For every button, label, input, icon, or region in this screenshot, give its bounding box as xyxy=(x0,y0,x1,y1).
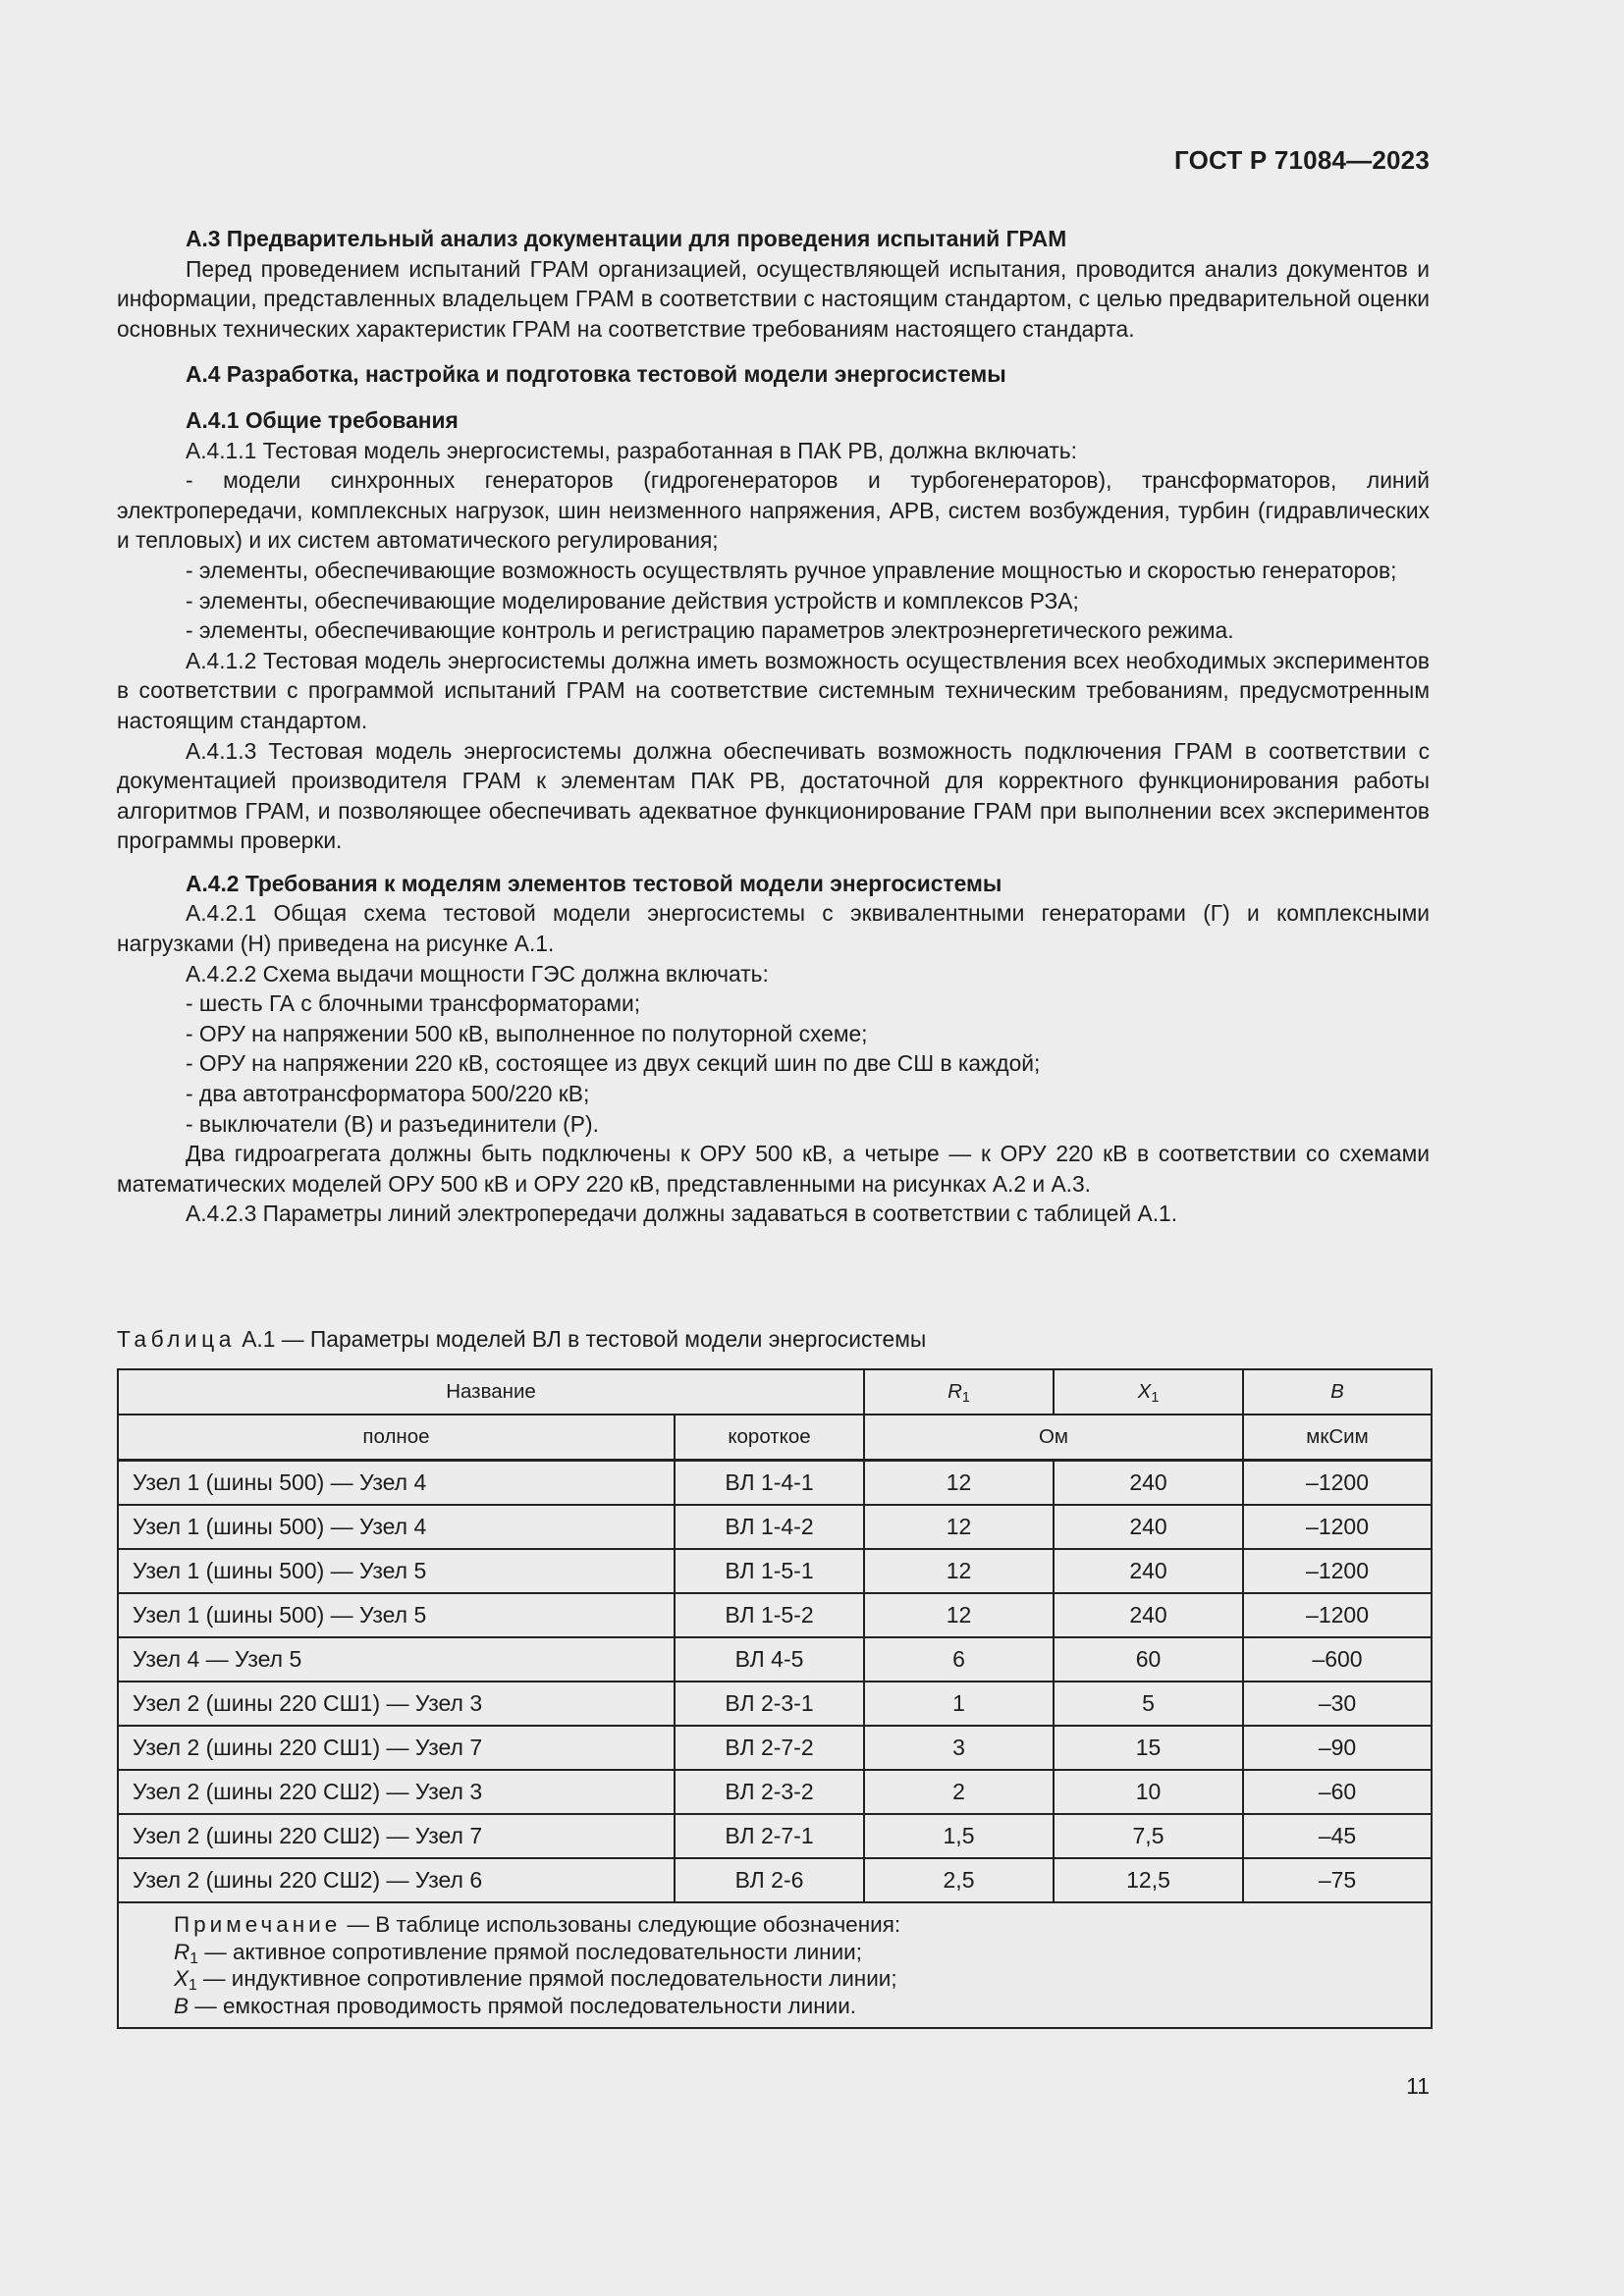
document-body xyxy=(117,224,1430,1229)
cell-b: –1200 xyxy=(1243,1593,1432,1637)
table-row xyxy=(118,1682,1432,1726)
cell-r1: 12 xyxy=(864,1505,1054,1549)
cell-x1: 5 xyxy=(1054,1682,1243,1726)
cell-full-name: Узел 1 (шины 500) — Узел 5 xyxy=(118,1549,675,1593)
cell-short-name: ВЛ 2-7-1 xyxy=(675,1814,864,1858)
table-caption-text: А.1 — Параметры моделей ВЛ в тестовой модели энергосистемы xyxy=(235,1326,927,1352)
cell-x1: 12,5 xyxy=(1054,1858,1243,1902)
table-row xyxy=(118,1814,1432,1858)
header-mksim: мкСим xyxy=(1243,1415,1432,1461)
document-id: ГОСТ Р 71084—2023 xyxy=(1174,145,1430,175)
cell-b: –45 xyxy=(1243,1814,1432,1858)
cell-x1: 240 xyxy=(1054,1593,1243,1637)
cell-b: –90 xyxy=(1243,1726,1432,1770)
cell-short-name: ВЛ 2-7-2 xyxy=(675,1726,864,1770)
table-row xyxy=(118,1637,1432,1682)
paragraph: А.4.2.2 Схема выдачи мощности ГЭС должна включать: xyxy=(186,960,769,987)
cell-full-name: Узел 4 — Узел 5 xyxy=(118,1637,675,1682)
parameters-table xyxy=(117,1368,1433,2029)
table-header-row xyxy=(118,1369,1432,1415)
table-caption xyxy=(117,1324,926,1354)
cell-x1: 240 xyxy=(1054,1549,1243,1593)
cell-short-name: ВЛ 1-5-1 xyxy=(675,1549,864,1593)
cell-r1: 12 xyxy=(864,1593,1054,1637)
cell-b: –600 xyxy=(1243,1637,1432,1682)
paragraph: А.4.1.1 Тестовая модель энергосистемы, разработанная в ПАК РВ, должна включать: xyxy=(186,437,1078,463)
cell-full-name: Узел 1 (шины 500) — Узел 5 xyxy=(118,1593,675,1637)
cell-b: –1200 xyxy=(1243,1461,1432,1506)
section-a42-title: А.4.2 Требования к моделям элементов тестовой модели энергосистемы xyxy=(186,870,1002,896)
cell-x1: 15 xyxy=(1054,1726,1243,1770)
paragraph: А.4.2.1 Общая схема тестовой модели энергосистемы с эквивалентными генераторами (Г) и комплексными нагрузками (Н) приведена на рисунке А.1. xyxy=(117,900,1430,957)
cell-r1: 2,5 xyxy=(864,1858,1054,1902)
table-row xyxy=(118,1726,1432,1770)
cell-full-name: Узел 1 (шины 500) — Узел 4 xyxy=(118,1461,675,1506)
header-b: B xyxy=(1243,1369,1432,1415)
table-note-row xyxy=(118,1902,1432,2028)
table-row xyxy=(118,1858,1432,1902)
paragraph: А.4.1.2 Тестовая модель энергосистемы должна иметь возможность осуществления всех необходимых экспериментов в соответствии с программой испытаний ГРАМ на соответствие системным техническим требованиям, предусмотренным настоящим стандартом. xyxy=(117,647,1430,733)
list-item: - модели синхронных генераторов (гидрогенераторов и турбогенераторов), трансформаторов, линий электропередачи, комплексных нагрузок, шин неизменного напряжения, АРВ, систем возбуждения, турбин (гидравлических и тепловых) и их систем автоматического регулирования; xyxy=(117,467,1430,554)
cell-x1: 7,5 xyxy=(1054,1814,1243,1858)
list-item: - два автотрансформатора 500/220 кВ; xyxy=(186,1081,590,1107)
cell-x1: 60 xyxy=(1054,1637,1243,1682)
section-a41-title: А.4.1 Общие требования xyxy=(186,406,459,433)
cell-b: –60 xyxy=(1243,1770,1432,1814)
cell-r1: 1 xyxy=(864,1682,1054,1726)
header-r1: $R_1$ xyxy=(864,1369,1054,1415)
cell-r1: 6 xyxy=(864,1637,1054,1682)
cell-b: –1200 xyxy=(1243,1505,1432,1549)
list-item: - элементы, обеспечивающие возможность осуществлять ручное управление мощностью и скоростью генераторов; xyxy=(186,557,1397,583)
table-note: Примечание — В таблице использованы следующие обозначения: $R_1$ — активное сопротивление прямой последовательности линии; $X_1$ — индуктивное сопротивление прямой последовательности линии; B — емкостная проводимость прямой последовательности линии. xyxy=(118,1902,1432,2028)
header-x1: $X_1$ xyxy=(1054,1369,1243,1415)
list-item: - ОРУ на напряжении 500 кВ, выполненное по полуторной схеме; xyxy=(186,1020,868,1046)
cell-r1: 12 xyxy=(864,1461,1054,1506)
cell-full-name: Узел 2 (шины 220 СШ2) — Узел 6 xyxy=(118,1858,675,1902)
list-item: - шесть ГА с блочными трансформаторами; xyxy=(186,990,641,1017)
list-item: - элементы, обеспечивающие моделирование действия устройств и комплексов РЗА; xyxy=(186,587,1079,614)
cell-x1: 240 xyxy=(1054,1505,1243,1549)
cell-r1: 2 xyxy=(864,1770,1054,1814)
table-row xyxy=(118,1549,1432,1593)
cell-short-name: ВЛ 1-4-1 xyxy=(675,1461,864,1506)
list-item: - выключатели (В) и разъединители (Р). xyxy=(186,1110,599,1137)
cell-r1: 3 xyxy=(864,1726,1054,1770)
table-caption-word: Таблица xyxy=(117,1326,236,1352)
cell-full-name: Узел 1 (шины 500) — Узел 4 xyxy=(118,1505,675,1549)
header-ohm: Ом xyxy=(864,1415,1243,1461)
paragraph: Два гидроагрегата должны быть подключены к ОРУ 500 кВ, а четыре — к ОРУ 220 кВ в соответствии со схемами математических моделей ОРУ 500 кВ и ОРУ 220 кВ, представленными на рисунках А.2 и А.3. xyxy=(117,1141,1430,1197)
section-a4-title: А.4 Разработка, настройка и подготовка тестовой модели энергосистемы xyxy=(186,361,1006,388)
list-item: - ОРУ на напряжении 220 кВ, состоящее из двух секций шин по две СШ в каждой; xyxy=(186,1050,1041,1077)
table-row xyxy=(118,1593,1432,1637)
paragraph: А.4.2.3 Параметры линий электропередачи должны задаваться в соответствии с таблицей А.1. xyxy=(186,1201,1178,1227)
table-row xyxy=(118,1505,1432,1549)
cell-short-name: ВЛ 2-3-1 xyxy=(675,1682,864,1726)
table-subheader-row xyxy=(118,1415,1432,1461)
paragraph: А.4.1.3 Тестовая модель энергосистемы должна обеспечивать возможность подключения ГРАМ в соответствии с документацией производителя ГРАМ к элементам ПАК РВ, достаточной для корректного функционирования работы алгоритмов ГРАМ, и позволяющее обеспечивать адекватное функционирование ГРАМ при выполнении всех экспериментов программы проверки. xyxy=(117,737,1430,854)
list-item: - элементы, обеспечивающие контроль и регистрацию параметров электроэнергетического режима. xyxy=(186,617,1234,644)
cell-x1: 240 xyxy=(1054,1461,1243,1506)
cell-r1: 12 xyxy=(864,1549,1054,1593)
cell-short-name: ВЛ 2-3-2 xyxy=(675,1770,864,1814)
cell-r1: 1,5 xyxy=(864,1814,1054,1858)
cell-b: –30 xyxy=(1243,1682,1432,1726)
section-a3-text: Перед проведением испытаний ГРАМ организацией, осуществляющей испытания, проводится анализ документов и информации, представленных владельцем ГРАМ в соответствии с настоящим стандартом, с целью предварительной оценки основных технических характеристик ГРАМ на соответствие требованиям настоящего стандарта. xyxy=(117,255,1430,342)
cell-full-name: Узел 2 (шины 220 СШ1) — Узел 7 xyxy=(118,1726,675,1770)
cell-full-name: Узел 2 (шины 220 СШ2) — Узел 7 xyxy=(118,1814,675,1858)
cell-short-name: ВЛ 4-5 xyxy=(675,1637,864,1682)
cell-full-name: Узел 2 (шины 220 СШ1) — Узел 3 xyxy=(118,1682,675,1726)
header-name: Название xyxy=(118,1369,864,1415)
section-a3-title: А.3 Предварительный анализ документации для проведения испытаний ГРАМ xyxy=(186,226,1067,251)
table-row xyxy=(118,1461,1432,1506)
cell-b: –1200 xyxy=(1243,1549,1432,1593)
cell-short-name: ВЛ 2-6 xyxy=(675,1858,864,1902)
table-row xyxy=(118,1770,1432,1814)
header-full: полное xyxy=(118,1415,675,1461)
cell-short-name: ВЛ 1-5-2 xyxy=(675,1593,864,1637)
header-short: короткое xyxy=(675,1415,864,1461)
cell-b: –75 xyxy=(1243,1858,1432,1902)
cell-short-name: ВЛ 1-4-2 xyxy=(675,1505,864,1549)
cell-full-name: Узел 2 (шины 220 СШ2) — Узел 3 xyxy=(118,1770,675,1814)
cell-x1: 10 xyxy=(1054,1770,1243,1814)
page-number: 11 xyxy=(1406,2073,1430,2099)
